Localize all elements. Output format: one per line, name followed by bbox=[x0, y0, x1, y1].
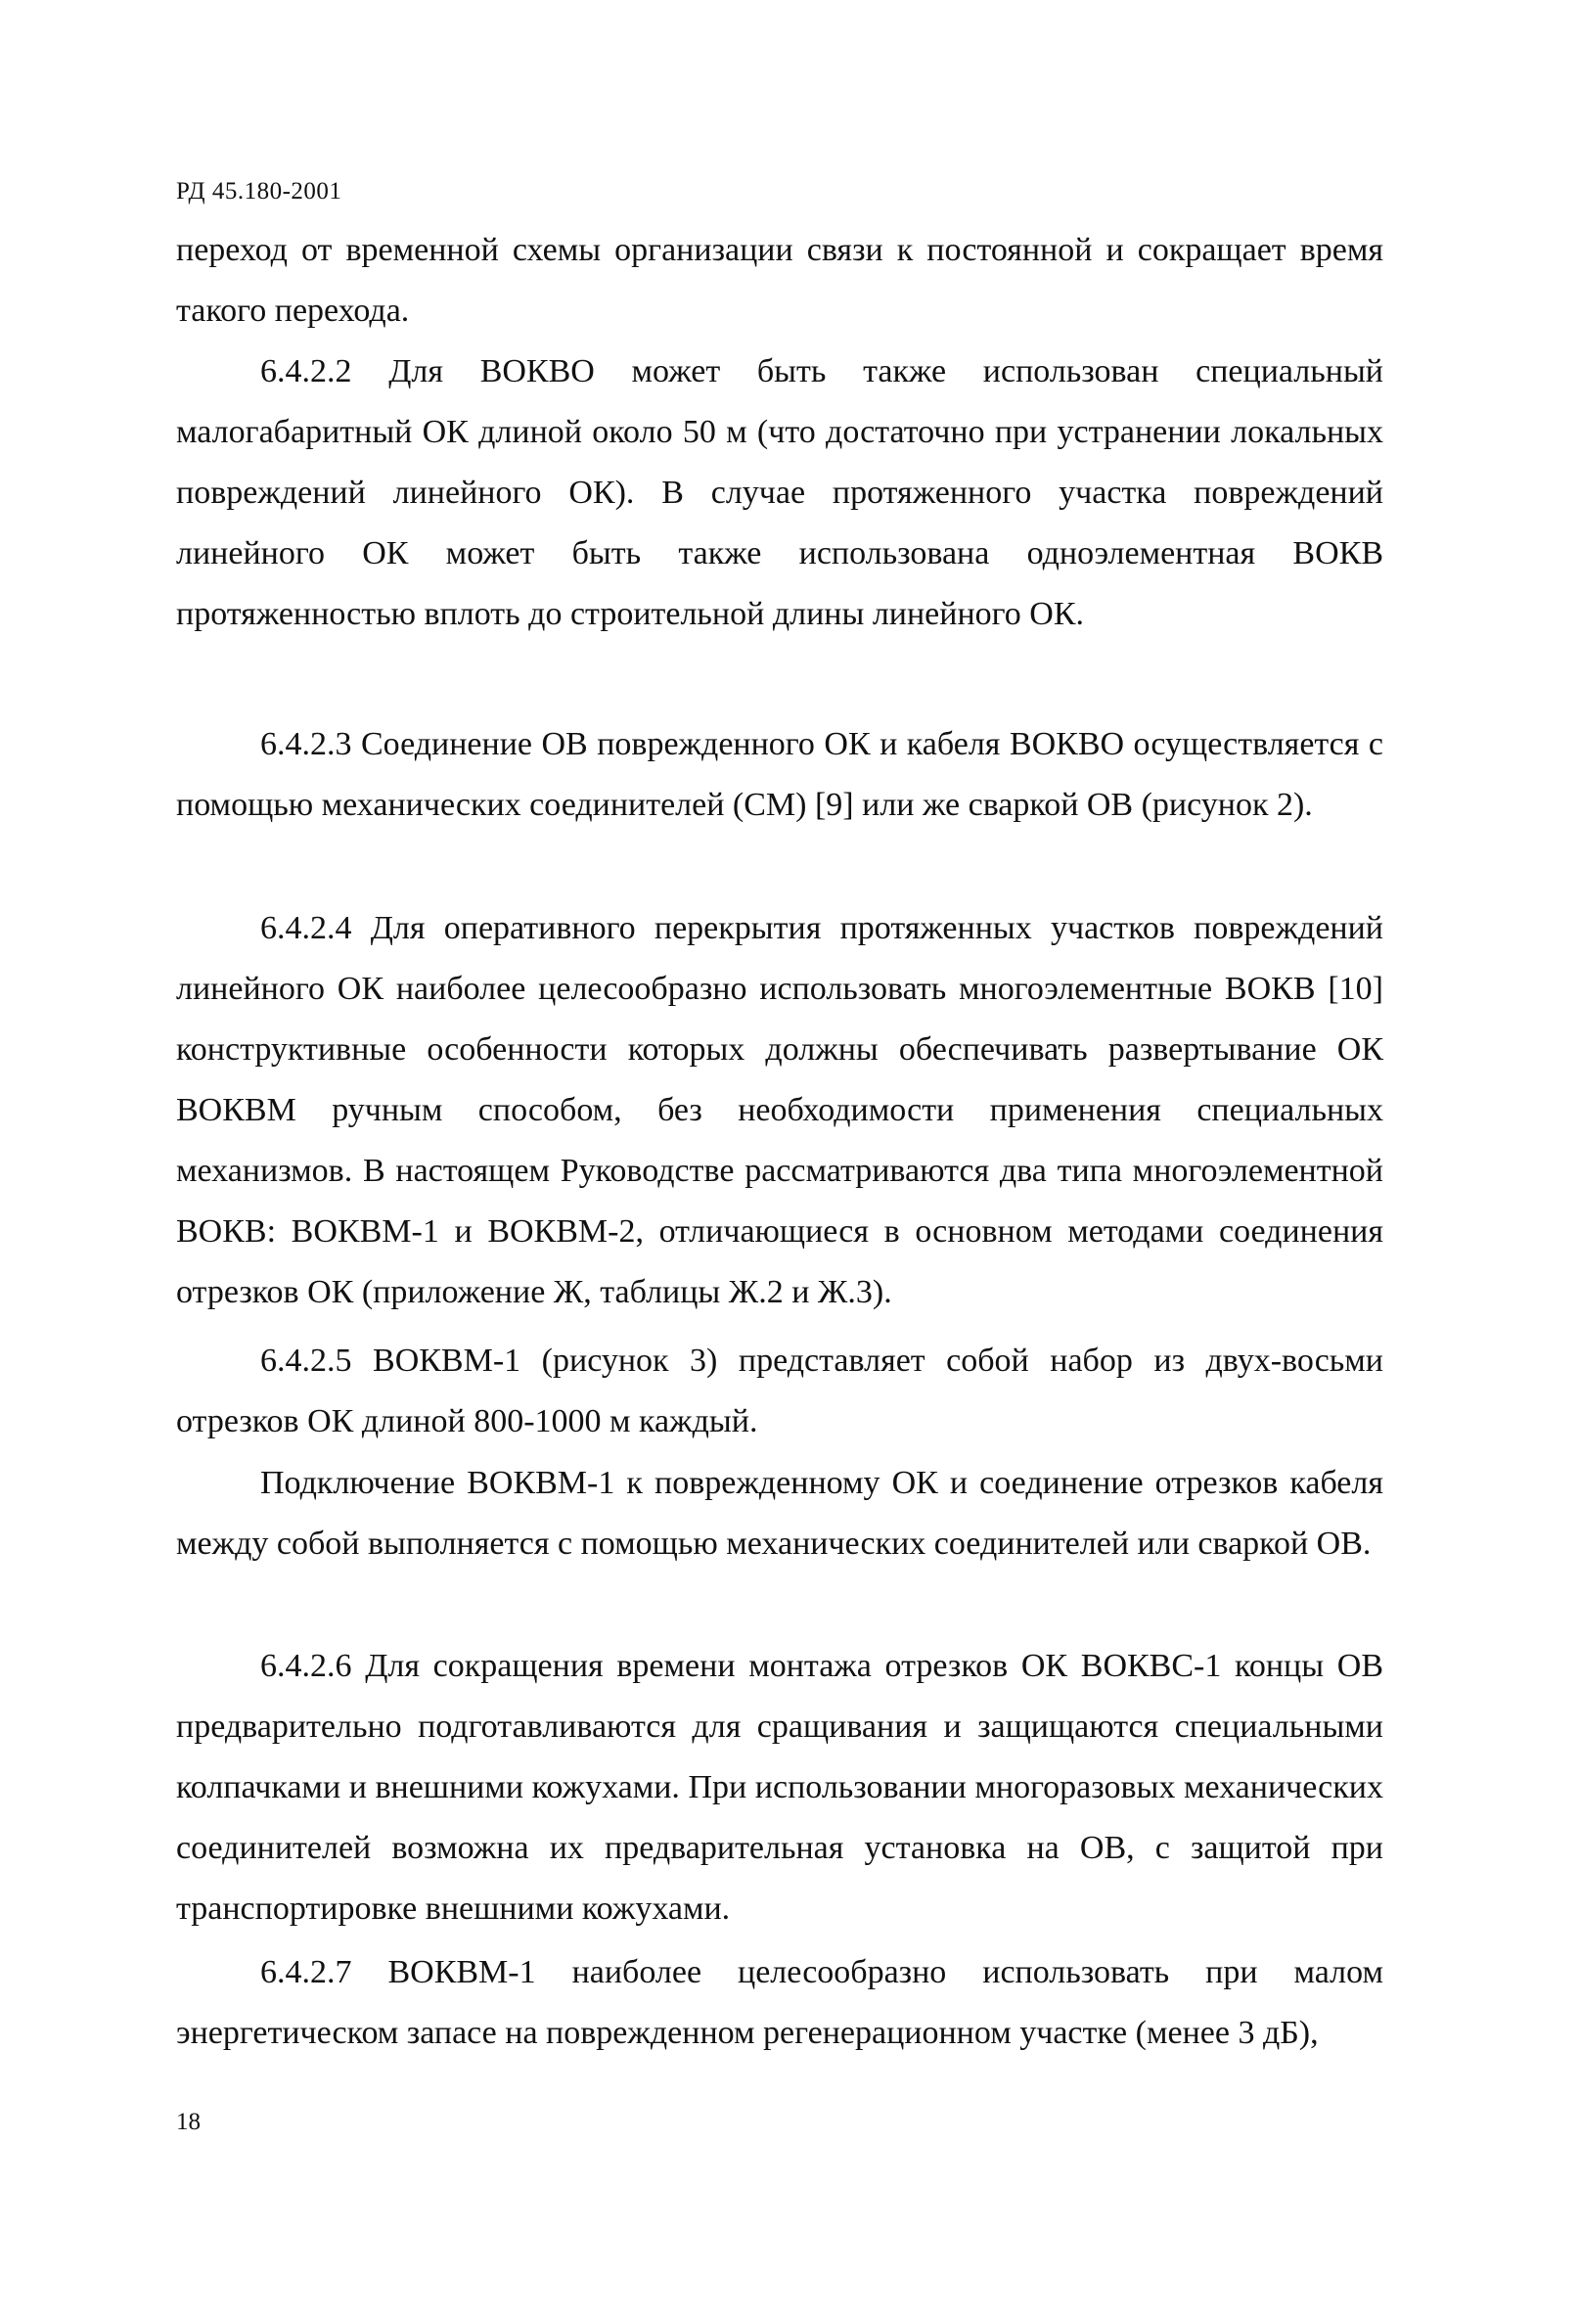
paragraph-continuation bbox=[176, 220, 1383, 342]
paragraph-text: 6.4.2.7 ВОКВМ-1 наиболее целесообразно использовать при малом энергетическом запасе на поврежденном регенерационном участке (менее 3 дБ), bbox=[176, 1954, 1383, 2051]
paragraph-6-4-2-4 bbox=[176, 898, 1383, 1323]
paragraph-text: переход от временной схемы организации связи к постоянной и сокращает время такого перехода. bbox=[176, 232, 1383, 329]
paragraph-connection bbox=[176, 1453, 1383, 1574]
paragraph-text: 6.4.2.5 ВОКВМ-1 (рисунок 3) представляет собой набор из двух-восьми отрезков ОК длиной 800-1000 м каждый. bbox=[176, 1343, 1383, 1439]
paragraph-text: 6.4.2.3 Соединение ОВ поврежденного ОК и кабеля ВОКВО осуществляется с помощью механических соединителей (СМ) [9] или же сваркой ОВ (рисунок 2). bbox=[176, 726, 1383, 823]
paragraph-text: 6.4.2.4 Для оперативного перекрытия протяженных участков повреждений линейного ОК наиболее целесообразно использовать многоэлементные ВОКВ [10] конструктивные особенности которых должны обеспечивать развертывание ОК ВОКВМ ручным способом, без необходимости применения специальных механизмов. В настоящем Руководстве рассматриваются два типа многоэлементной ВОКВ: ВОКВМ-1 и ВОКВМ-2, отличающиеся в основном методами соединения отрезков ОК (приложение Ж, таблицы Ж.2 и Ж.3). bbox=[176, 910, 1383, 1310]
paragraph-6-4-2-7 bbox=[176, 1942, 1383, 2064]
paragraph-text: 6.4.2.2 Для ВОКВО может быть также использован специальный малогабаритный ОК длиной около 50 м (что достаточно при устранении локальных повреждений линейного ОК). В случае протяженного участка повреждений линейного ОК может быть также использована одноэлементная ВОКВ протяженностью вплоть до строительной длины линейного ОК. bbox=[176, 353, 1383, 632]
paragraph-6-4-2-2 bbox=[176, 342, 1383, 645]
paragraph-6-4-2-5 bbox=[176, 1331, 1383, 1452]
paragraph-text: Подключение ВОКВМ-1 к поврежденному ОК и соединение отрезков кабеля между собой выполняется с помощью механических соединителей или сваркой ОВ. bbox=[176, 1465, 1383, 1562]
paragraph-6-4-2-6 bbox=[176, 1636, 1383, 1939]
paragraph-6-4-2-3 bbox=[176, 714, 1383, 836]
paragraph-text: 6.4.2.6 Для сокращения времени монтажа отрезков ОК ВОКВС-1 концы ОВ предварительно подготавливаются для сращивания и защищаются специальными колпачками и внешними кожухами. При использовании многоразовых механических соединителей возможна их предварительная установка на ОВ, с защитой при транспортировке внешними кожухами. bbox=[176, 1648, 1383, 1927]
page-number: 18 bbox=[176, 2109, 201, 2135]
document-code: РД 45.180-2001 bbox=[176, 178, 342, 205]
